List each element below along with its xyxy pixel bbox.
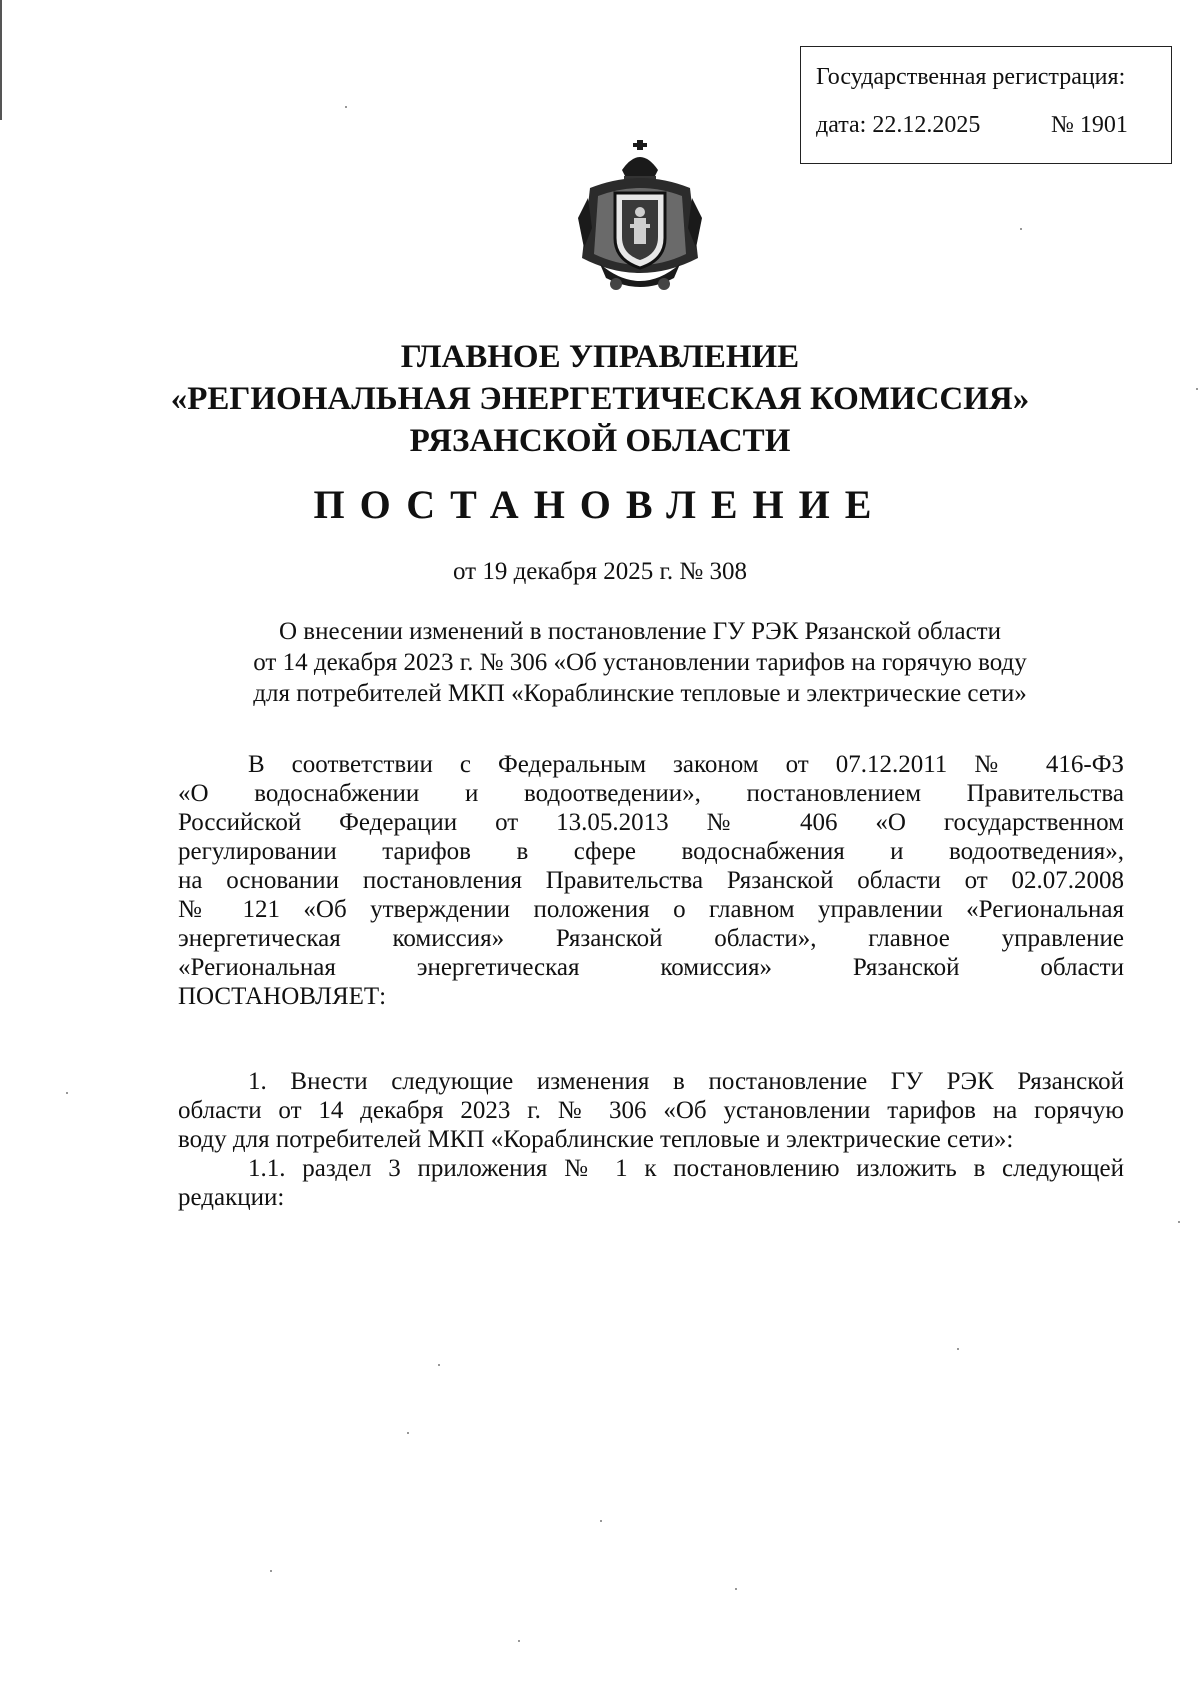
preamble-line: на основании постановления Правительства Рязанской области от 02.07.2008 xyxy=(178,867,1124,894)
document-subject xyxy=(200,616,1080,709)
registration-date: дата: 22.12.2025 xyxy=(816,112,981,138)
subject-line: для потребителей МКП «Кораблинские тепловые и электрические сети» xyxy=(253,680,1027,707)
resolves-keyword: ПОСТАНОВЛЯЕТ: xyxy=(178,983,387,1010)
scan-speck xyxy=(407,1432,409,1434)
subject-line: О внесении изменений в постановление ГУ РЭК Рязанской области xyxy=(279,618,1001,645)
document-date-number: от 19 декабря 2025 г. № 308 xyxy=(452,558,748,585)
preamble-paragraph xyxy=(178,750,1124,1011)
registration-title: Государственная регистрация: xyxy=(816,64,1126,90)
scan-speck xyxy=(270,1570,272,1572)
scan-speck xyxy=(518,1640,520,1642)
item-1-line: 1. Внести следующие изменения в постановление ГУ РЭК Рязанской xyxy=(248,1068,1124,1095)
preamble-line: В соответствии с Федеральным законом от 07.12.2011 № 416-ФЗ xyxy=(248,751,1124,778)
scan-speck xyxy=(1178,1221,1180,1223)
scan-speck xyxy=(600,1520,602,1522)
item-1-line: воду для потребителей МКП «Кораблинские тепловые и электрические сети»: xyxy=(178,1126,1014,1153)
org-title-line: РЯЗАНСКОЙ ОБЛАСТИ xyxy=(409,423,791,459)
org-title-line: ГЛАВНОЕ УПРАВЛЕНИЕ xyxy=(400,339,800,375)
registration-stamp xyxy=(800,46,1172,164)
document-type-heading: ПОСТАНОВЛЕНИЕ xyxy=(313,482,887,527)
registration-details xyxy=(816,113,1171,137)
scan-speck xyxy=(735,1588,737,1590)
scan-speck xyxy=(438,1364,440,1366)
org-title-line: «РЕГИОНАЛЬНАЯ ЭНЕРГЕТИЧЕСКАЯ КОМИССИЯ» xyxy=(170,381,1030,417)
scan-speck xyxy=(1020,228,1022,230)
preamble-line: энергетическая комиссия» Рязанской области», главное управление xyxy=(178,925,1124,952)
preamble-line: «О водоснабжении и водоотведении», постановлением Правительства xyxy=(178,780,1124,807)
scan-speck xyxy=(957,1348,959,1350)
scan-edge-mark xyxy=(0,0,2,120)
scan-speck xyxy=(1196,388,1198,390)
subject-line: от 14 декабря 2023 г. № 306 «Об установлении тарифов на горячую воду xyxy=(253,649,1027,676)
coat-of-arms-icon xyxy=(570,138,710,296)
item-1-paragraph xyxy=(178,1067,1124,1212)
item-1-1-line: 1.1. раздел 3 приложения № 1 к постановлению изложить в следующей xyxy=(248,1155,1124,1182)
preamble-line: регулировании тарифов в сфере водоснабжения и водоотведения», xyxy=(178,838,1124,865)
scan-speck xyxy=(66,1092,68,1094)
scan-speck xyxy=(345,106,347,108)
preamble-line: № 121 «Об утверждении положения о главном управлении «Региональная xyxy=(178,896,1124,923)
preamble-line: «Региональная энергетическая комиссия» Рязанской области xyxy=(178,954,1124,981)
registration-number: № 1901 xyxy=(1051,112,1128,138)
organization-title xyxy=(0,336,1200,462)
item-1-line: области от 14 декабря 2023 г. № 306 «Об установлении тарифов на горячую xyxy=(178,1097,1124,1124)
preamble-line: Российской Федерации от 13.05.2013 № 406 «О государственном xyxy=(178,809,1124,836)
item-1-1-line: редакции: xyxy=(178,1184,285,1211)
